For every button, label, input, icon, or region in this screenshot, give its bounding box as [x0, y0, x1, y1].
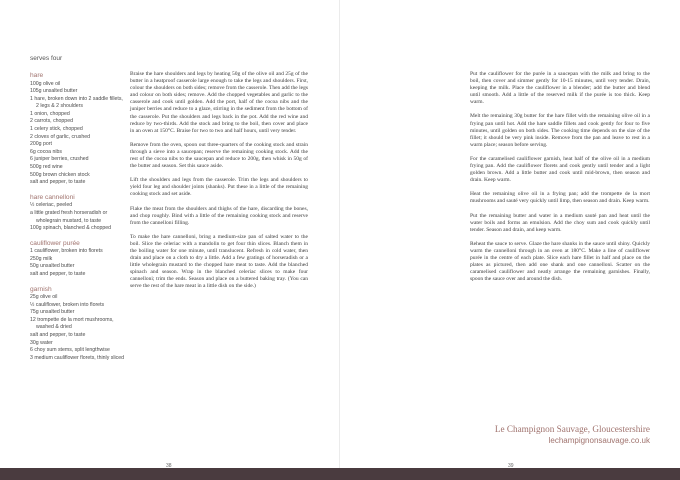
- ingredient-item: 100g spinach, blanched & chopped: [30, 225, 112, 232]
- ingredient-item: salt and pepper, to taste: [30, 332, 86, 339]
- serves-label: serves four: [30, 55, 63, 62]
- ingredient-item: 6g cocoa nibs: [30, 148, 63, 155]
- ingredient-item: 1 cauliflower, broken into florets: [30, 248, 103, 255]
- method-paragraph: Melt the remaining 30g butter for the hare fillet with the remaining olive oil in a frying pan until hot. Add the hare saddle fillets and cook gently for four to five minutes, until golden on both sides. The cooking time depends on the size of the fillet; it should be very pink inside. Remove from the pan and leave to rest in a warm place; season before serving.: [470, 113, 650, 148]
- ingredient-item: 500g red wine: [30, 164, 63, 171]
- page-spine: [339, 0, 340, 468]
- ingredients-list: [30, 72, 126, 369]
- method-paragraph: Put the remaining butter and water in a medium sauté pan and heat until the water boils and forms an emulsion. Add the choy sum and cook quickly until tender. Season and drain, and keep warm.: [470, 212, 650, 233]
- restaurant-website-link[interactable]: lechampignonsauvage.co.uk: [548, 436, 650, 445]
- method-paragraph: Heat the remaining olive oil in a frying pan; add the trompette de la mort mushrooms and sauté very quickly until limp, then season and drain. Keep warm.: [470, 191, 650, 205]
- ingredient-section-title: cauliflower purée: [30, 239, 80, 247]
- ingredient-item: 2 carrots, chopped: [30, 118, 73, 125]
- ingredient-section: [30, 240, 126, 279]
- ingredient-item: 12 trompette de la mort mushrooms, washed & dried: [30, 316, 114, 331]
- page-number-right: 39: [508, 463, 514, 468]
- ingredient-item: 105g unsalted butter: [30, 88, 78, 95]
- method-column-right: [470, 71, 650, 290]
- ingredient-item: 100g olive oil: [30, 80, 61, 87]
- ingredient-item: 1 celery stick, chopped: [30, 126, 83, 133]
- restaurant-credit: Le Champignon Sauvage, Gloucestershire: [494, 424, 650, 434]
- ingredient-section: [30, 194, 126, 233]
- method-paragraph: Braise the hare shoulders and legs by heating 50g of the olive oil and 25g of the butter in a heatproof casserole large enough to take the legs and shoulders. First, colour the shoulders on both sides; remove from the casserole. Then add the legs and colour on both sides; remove. Add the chopped vegetables and garlic to the casserole and cook until golden. Add the port, half of the cocoa nibs and the juniper berries and reduce to a glaze, stirring in the sediment from the bottom of the casserole. Put the shoulders and legs back in the pot. Add the red wine and reduce by two-thirds. Add the stock and bring to the boil, then cover and place in an oven at 150°C. Braise for two to two and half hours, until very tender.: [130, 71, 308, 134]
- ingredient-item: 50g unsalted butter: [30, 263, 75, 270]
- method-paragraph: Lift the shoulders and legs from the casserole. Trim the legs and shoulders to yield four leg and shoulder joints (shanks). Put these in a little of the remaining cooking stock and set aside.: [130, 177, 308, 198]
- method-paragraph: Reheat the sauce to serve. Glaze the hare shanks in the sauce until shiny. Quickly warm the cannelloni through in an oven at 180°C. Make a line of cauliflower purée in the centre of each plate. Slice each hare fillet in half and place on the plates as pictured, then add one shank and one cannelloni. Scatter on the caramelised cauliflower and neatly arrange the remaining garnishes. Finally, spoon the sauce over and around the dish.: [470, 240, 650, 283]
- ingredient-item: salt and pepper, to taste: [30, 179, 86, 186]
- ingredient-item: 30g water: [30, 339, 53, 346]
- method-paragraph: For the caramelised cauliflower garnish, heat half of the olive oil in a medium frying pan. Add the cauliflower florets and cook gently until tender and a light golden brown. Add a little butter and cook until mid-brown, then season and drain. Keep warm.: [470, 155, 650, 184]
- ingredient-item: 3 medium cauliflower florets, thinly sliced: [30, 354, 124, 361]
- ingredient-item: ½ celeriac, peeled: [30, 202, 73, 209]
- method-paragraph: Put the cauliflower for the purée in a saucepan with the milk and bring to the boil, then cover and simmer gently for 10-15 minutes, until very tender. Drain, keeping the milk. Place the cauliflower in a blender; add the butter and blend until smooth. Add a little of the reserved milk if the purée is too thick. Keep warm.: [470, 71, 650, 106]
- ingredient-item: 1 hare, broken down into 2 saddle fillets, 2 legs & 2 shoulders: [30, 95, 123, 110]
- bottom-bar: [0, 468, 680, 480]
- ingredient-section-title: garnish: [30, 285, 52, 293]
- method-column-left: [130, 71, 308, 298]
- ingredient-section-title: hare cannelloni: [30, 193, 75, 201]
- ingredient-item: 500g brown chicken stock: [30, 171, 90, 178]
- ingredient-item: 6 juniper berries, crushed: [30, 156, 89, 163]
- ingredient-item: 75g unsalted butter: [30, 309, 75, 316]
- right-page: [340, 0, 680, 468]
- ingredient-item: 200g port: [30, 141, 52, 148]
- ingredient-item: 2 cloves of garlic, crushed: [30, 133, 90, 140]
- method-paragraph: Remove from the oven, spoon out three-quarters of the cooking stock and strain through a sieve into a saucepan; reserve the remaining cooking stock. Add the rest of the cocoa nibs to the saucepan and reduce to 200g, then whisk in 50g of the butter and season. Set this sauce aside.: [130, 141, 308, 170]
- ingredient-item: ½ cauliflower, broken into florets: [30, 301, 105, 308]
- left-page: [0, 0, 340, 468]
- method-paragraph: To make the hare cannelloni, bring a medium-size pan of salted water to the boil. Slice the celeriac with a mandolin to get four thin slices. Blanch them in the boiling water for one minute, until translucent. Refresh in cold water, then drain and place on a cloth to dry a little. Add a few gratings of horseradish or a little wholegrain mustard to the chopped hare meat to taste. Add the blanched spinach and season. Wrap in the blanched celeriac slices to make four cannelloni; trim the ends. Season and place on a buttered baking tray. (You can serve the rest of the hare meat in a little dish on the side.): [130, 233, 308, 290]
- ingredient-item: 250g milk: [30, 255, 53, 262]
- ingredient-section: [30, 72, 126, 187]
- ingredient-section: [30, 286, 126, 363]
- ingredient-item: 25g olive oil: [30, 294, 58, 301]
- ingredient-item: a little grated fresh horseradish or wholegrain mustard, to taste: [30, 209, 108, 224]
- method-paragraph: Flake the meat from the shoulders and thighs of the hare, discarding the bones, and chop roughly. Bind with a little of the remaining cooking stock and reserve from the cannelloni filling.: [130, 205, 308, 226]
- ingredient-item: 6 choy sum stems, split lengthwise: [30, 347, 110, 354]
- ingredient-item: 1 onion, chopped: [30, 110, 70, 117]
- page-number-left: 38: [166, 463, 172, 468]
- ingredient-item: salt and pepper, to taste: [30, 270, 86, 277]
- ingredient-section-title: hare: [30, 72, 44, 79]
